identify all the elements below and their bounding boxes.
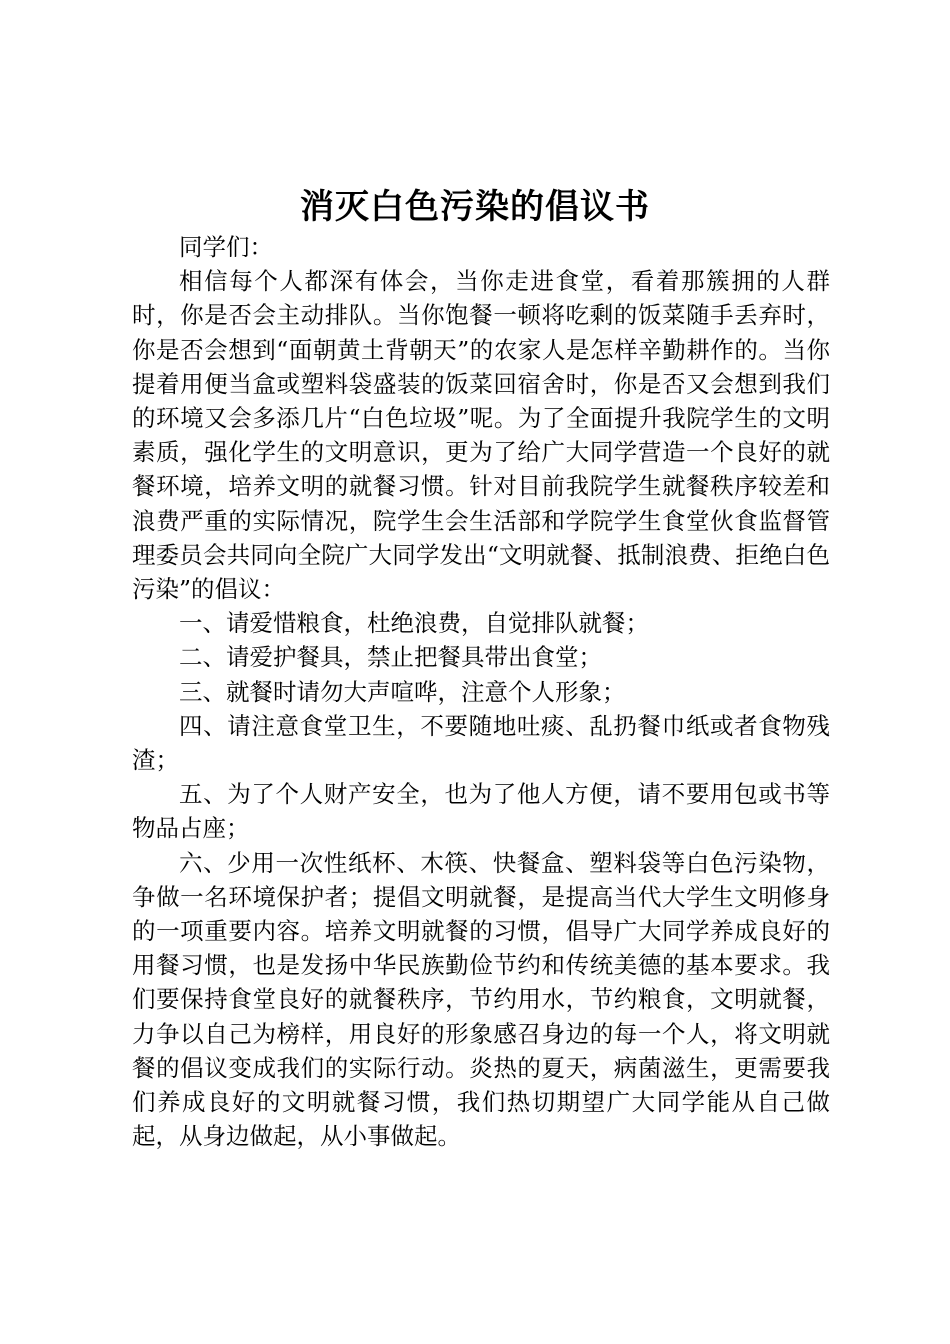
paragraph-item-5: 五、为了个人财产安全，也为了他人方便，请不要用包或书等物品占座； (132, 780, 830, 843)
salutation: 同学们： (179, 233, 273, 261)
paragraph-item-2: 二、请爱护餐具，禁止把餐具带出食堂； (179, 643, 602, 672)
paragraph-item-4: 四、请注意食堂卫生，不要随地吐痰、乱扔餐巾纸或者食物残渣； (132, 711, 830, 775)
paragraph-item-6: 六、少用一次性纸杯、木筷、快餐盒、塑料袋等白色污染物，争做一名环境保护者；提倡文明就餐，是提高当代大学生文明修身的一项重要内容。培养文明就餐的习惯，倡导广大同学养成良好的用餐习惯，也是发扬中华民族勤俭节约和传统美德的基本要求。我们要保持食堂良好的就餐秩序，节约用水，节约粮食，文明就餐，力争以自己为榜样，用良好的形象感召身边的每一个人，将文明就餐的倡议变成我们的实际行动。炎热的夏天，病菌滋生，更需要我们养成良好的文明就餐习惯，我们热切期望广大同学能从自己做起，从身边做起，从小事做起。 (132, 848, 830, 1151)
paragraph-intro: 相信每个人都深有体会，当你走进食堂，看着那簇拥的人群时，你是否会主动排队。当你饱餐一顿将吃剩的饭菜随手丢弃时，你是否会想到“面朝黄土背朝天”的农家人是怎样辛勤耕作的。当你提着用便当盒或塑料袋盛装的饭菜回宿舍时，你是否又会想到我们的环境又会多添几片“白色垃圾”呢。为了全面提升我院学生的文明素质，强化学生的文明意识，更为了给广大同学营造一个良好的就餐环境，培养文明的就餐习惯。针对目前我院学生就餐秩序较差和浪费严重的实际情况，院学生会生活部和学院学生食堂伙食监督管理委员会共同向全院广大同学发出“文明就餐、抵制浪费、拒绝白色污染”的倡议： (132, 267, 830, 604)
paragraph-item-1: 一、请爱惜粮食，杜绝浪费，自觉排队就餐； (179, 609, 649, 638)
paragraph-item-3: 三、就餐时请勿大声喧哗，注意个人形象； (179, 677, 626, 706)
document-body (132, 230, 830, 1153)
document-title: 消灭白色污染的倡议书 (300, 187, 650, 227)
